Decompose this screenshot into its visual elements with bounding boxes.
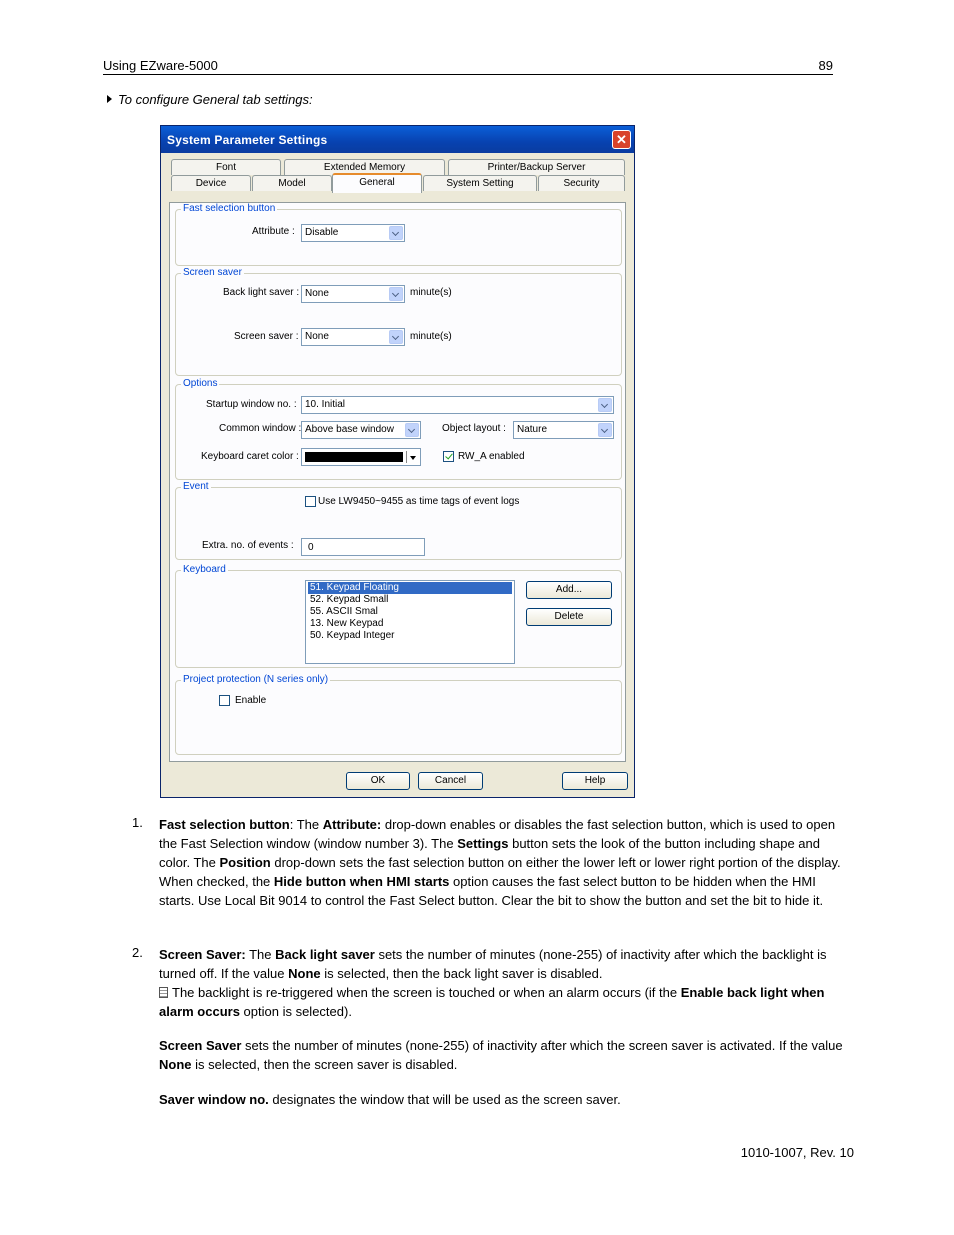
enable-protection-checkbox[interactable] bbox=[219, 695, 230, 706]
term: Position bbox=[219, 855, 271, 870]
screen-saver-description bbox=[159, 945, 854, 983]
input-value: 0 bbox=[308, 542, 314, 553]
rwa-enabled-label: RW_A enabled bbox=[458, 451, 525, 462]
common-window-select[interactable] bbox=[301, 421, 421, 439]
fast-selection-description bbox=[159, 815, 854, 910]
object-layout-select[interactable] bbox=[513, 421, 614, 439]
text: option causes the fast select button to be hidden when the HMI starts. Use Local Bit 9014 to control the Fast Select button. Clear the bit to show the button and set the bit to hide it. bbox=[159, 874, 824, 908]
list-item[interactable]: 52. Keypad Small bbox=[310, 594, 389, 605]
term: None bbox=[288, 966, 321, 981]
term: Attribute: bbox=[322, 817, 382, 832]
tab-model[interactable]: Model bbox=[252, 175, 332, 191]
text: : The bbox=[289, 817, 323, 832]
chevron-down-icon bbox=[389, 226, 403, 240]
object-layout-label: Object layout : bbox=[442, 423, 506, 434]
attribute-label: Attribute : bbox=[252, 226, 295, 237]
tab-extended-memory[interactable]: Extended Memory bbox=[284, 159, 445, 175]
backlight-select[interactable] bbox=[301, 285, 405, 303]
divider bbox=[406, 451, 407, 463]
fast-selection-group bbox=[175, 203, 622, 266]
page-header bbox=[103, 58, 833, 75]
text: drop-down sets the fast selection button on either the lower left or lower right portion of the display. When checked, the bbox=[159, 855, 841, 889]
arrow-right-icon bbox=[107, 95, 112, 103]
text: option is selected). bbox=[239, 1004, 352, 1019]
help-button[interactable]: Help bbox=[562, 772, 628, 790]
list-item[interactable]: 13. New Keypad bbox=[310, 618, 384, 629]
caret-color-label: Keyboard caret color : bbox=[201, 451, 299, 462]
screen-saver-paragraph bbox=[159, 1036, 854, 1074]
group-caption: Event bbox=[183, 481, 209, 492]
delete-keyboard-button[interactable]: Delete bbox=[526, 608, 612, 626]
tab-security[interactable]: Security bbox=[538, 175, 625, 191]
screen-saver-group bbox=[175, 267, 622, 376]
triangle-down-icon bbox=[410, 456, 416, 460]
select-value: Above base window bbox=[305, 424, 394, 435]
color-swatch bbox=[305, 452, 403, 462]
text: is selected, then the screen saver is disabled. bbox=[191, 1057, 458, 1072]
term: Screen Saver bbox=[159, 1038, 242, 1053]
add-keyboard-button[interactable]: Add... bbox=[526, 581, 612, 599]
chevron-down-icon bbox=[389, 287, 403, 301]
backlight-note bbox=[159, 983, 854, 1021]
extra-events-input[interactable] bbox=[301, 538, 425, 556]
chevron-down-icon bbox=[598, 423, 612, 437]
screen-saver-select[interactable] bbox=[301, 328, 405, 346]
group-caption: Project protection (N series only) bbox=[183, 674, 329, 685]
term: Fast selection button bbox=[159, 817, 290, 832]
close-button[interactable] bbox=[612, 130, 631, 149]
group-caption: Keyboard bbox=[183, 564, 226, 575]
dialog-titlebar bbox=[161, 126, 634, 153]
term: Back light saver bbox=[275, 947, 375, 962]
tab-system-setting[interactable]: System Setting bbox=[423, 175, 537, 191]
list-number: 1. bbox=[132, 815, 143, 830]
dialog-title: System Parameter Settings bbox=[167, 133, 328, 147]
tab-font[interactable]: Font bbox=[171, 159, 281, 175]
intro-text: To configure General tab settings: bbox=[118, 92, 313, 107]
attribute-select[interactable] bbox=[301, 224, 405, 242]
term: Saver window no. bbox=[159, 1092, 269, 1107]
lw-time-tags-checkbox[interactable] bbox=[305, 496, 316, 507]
caret-color-picker[interactable] bbox=[301, 448, 421, 466]
general-tab-panel bbox=[169, 202, 626, 762]
select-value: None bbox=[305, 331, 329, 342]
project-protection-group bbox=[175, 674, 622, 755]
select-value: None bbox=[305, 288, 329, 299]
term: Enable back light when alarm occurs bbox=[159, 985, 825, 1019]
term: Hide button when HMI starts bbox=[273, 874, 450, 889]
page-number: 89 bbox=[818, 58, 833, 73]
startup-window-select[interactable] bbox=[301, 396, 614, 414]
select-value: Nature bbox=[517, 424, 548, 435]
tab-printer-backup-server[interactable]: Printer/Backup Server bbox=[448, 159, 625, 175]
list-number: 2. bbox=[132, 945, 143, 960]
common-window-label: Common window : bbox=[219, 423, 302, 434]
text: designates the window that will be used as the screen saver. bbox=[268, 1092, 621, 1107]
keyboard-list[interactable] bbox=[305, 580, 515, 664]
term: Settings bbox=[457, 836, 509, 851]
screen-saver-unit: minute(s) bbox=[410, 331, 452, 342]
text: button sets the look of the button including shape and color. The bbox=[159, 836, 820, 870]
extra-events-label: Extra. no. of events : bbox=[202, 540, 294, 551]
system-parameter-dialog bbox=[160, 125, 635, 798]
text: The bbox=[245, 947, 276, 962]
backlight-label: Back light saver : bbox=[223, 287, 300, 298]
text: sets the number of minutes (none-255) of inactivity after which the backlight is turned off. If the value bbox=[159, 947, 827, 981]
event-group bbox=[175, 481, 622, 560]
tab-general[interactable]: General bbox=[332, 173, 422, 193]
page-footer: 1010-1007, Rev. 10 bbox=[740, 1145, 854, 1160]
cancel-button[interactable]: Cancel bbox=[418, 772, 483, 790]
chevron-down-icon bbox=[389, 330, 403, 344]
startup-window-label: Startup window no. : bbox=[206, 399, 297, 410]
screen-saver-label: Screen saver : bbox=[234, 331, 299, 342]
chevron-down-icon bbox=[598, 398, 612, 412]
term: None bbox=[159, 1057, 192, 1072]
enable-protection-label: Enable bbox=[235, 695, 267, 706]
text: sets the number of minutes (none-255) of inactivity after which the screen saver is activated. If the value bbox=[241, 1038, 843, 1053]
term: Screen Saver: bbox=[159, 947, 246, 962]
group-caption: Screen saver bbox=[183, 267, 242, 278]
header-title: Using EZware-5000 bbox=[103, 58, 218, 73]
keyboard-group bbox=[175, 564, 622, 668]
select-value: 10. Initial bbox=[305, 399, 346, 410]
text: drop-down enables or disables the fast selection button, which is used to open the Fast Selection window (window number 3). The bbox=[159, 817, 836, 851]
select-value: Disable bbox=[305, 227, 339, 238]
options-group bbox=[175, 378, 622, 480]
ok-button[interactable]: OK bbox=[346, 772, 410, 790]
group-caption: Fast selection button bbox=[183, 203, 276, 214]
tab-device[interactable]: Device bbox=[171, 175, 251, 191]
lw-time-tags-label: Use LW9450~9455 as time tags of event logs bbox=[318, 496, 520, 507]
close-icon: ✕ bbox=[616, 132, 627, 147]
text: The backlight is re-triggered when the screen is touched or when an alarm occurs (if the bbox=[172, 985, 681, 1000]
list-item[interactable]: 51. Keypad Floating bbox=[308, 582, 512, 594]
group-caption: Options bbox=[183, 378, 218, 389]
note-icon bbox=[159, 987, 168, 998]
list-item[interactable]: 55. ASCII Smal bbox=[310, 606, 378, 617]
text: is selected, then the back light saver is disabled. bbox=[320, 966, 603, 981]
backlight-unit: minute(s) bbox=[410, 287, 452, 298]
chevron-down-icon bbox=[405, 423, 419, 437]
list-item[interactable]: 50. Keypad Integer bbox=[310, 630, 395, 641]
rwa-enabled-checkbox[interactable] bbox=[443, 451, 454, 462]
procedure-intro bbox=[107, 92, 313, 107]
saver-window-paragraph bbox=[159, 1090, 854, 1109]
